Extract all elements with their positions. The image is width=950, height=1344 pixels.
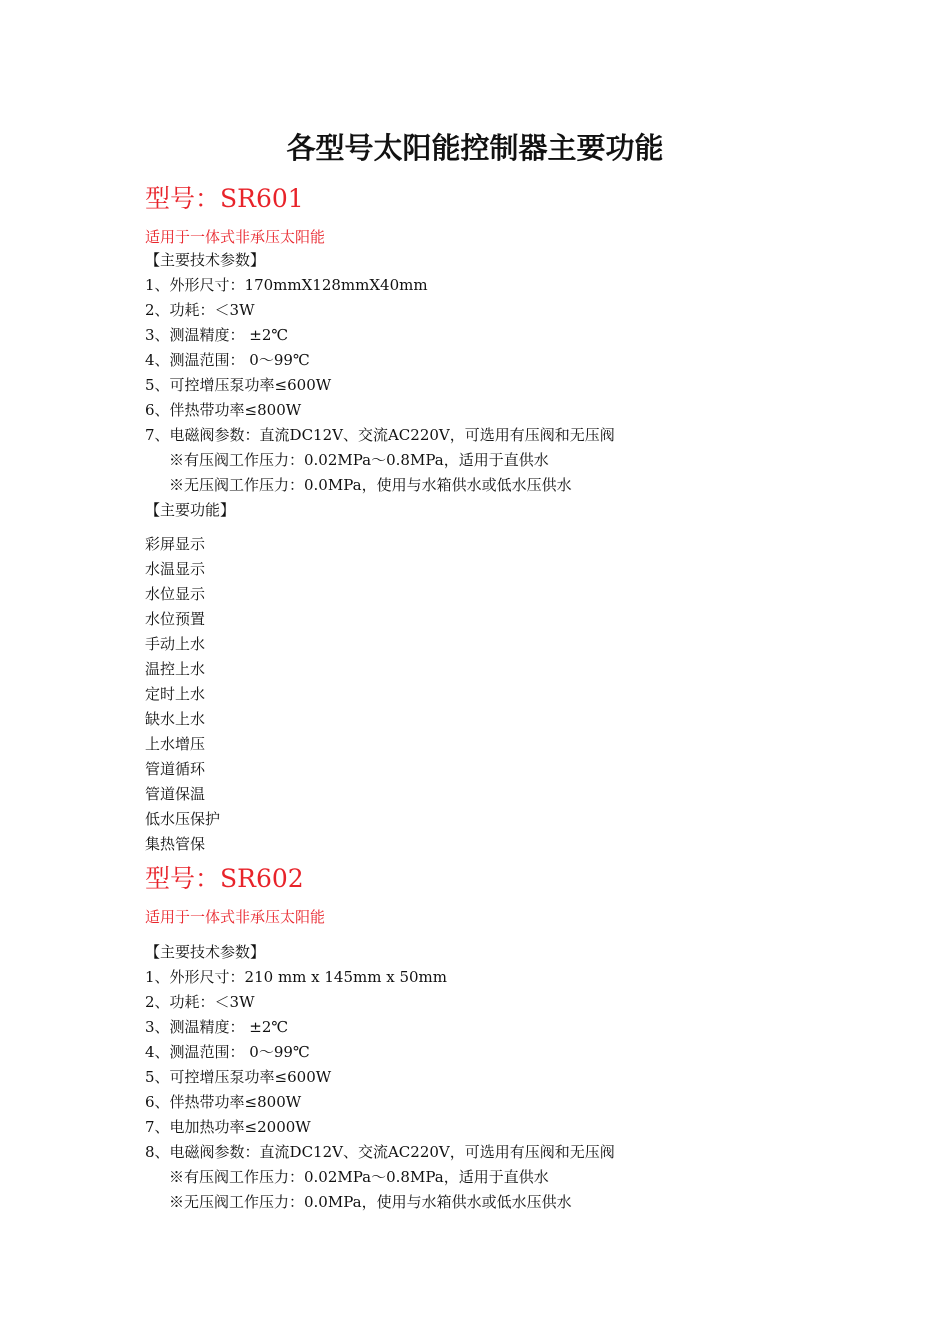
function-item: 管道保温 <box>145 785 206 803</box>
function-item: 彩屏显示 <box>145 535 206 553</box>
function-item: 缺水上水 <box>145 710 206 728</box>
function-item: 温控上水 <box>145 660 206 678</box>
param-item: 8、电磁阀参数：直流DC12V、交流AC220V，可选用有压阀和无压阀 <box>145 1143 615 1161</box>
function-item: 上水增压 <box>145 735 206 753</box>
function-item: 低水压保护 <box>145 810 221 828</box>
param-item: 6、伴热带功率≤800W <box>145 1093 302 1111</box>
params-header: 【主要技术参数】 <box>145 943 266 961</box>
page-title: 各型号太阳能控制器主要功能 <box>286 131 664 165</box>
valve-note: ※有压阀工作压力：0.02MPa～0.8MPa，适用于直供水 <box>169 1168 549 1186</box>
param-item: 3、测温精度： ±2℃ <box>145 1018 289 1036</box>
valve-note: ※无压阀工作压力：0.0MPa，使用与水箱供水或低水压供水 <box>169 476 572 494</box>
model-heading: 型号：SR601 <box>145 184 304 213</box>
applicability-note: 适用于一体式非承压太阳能 <box>145 228 326 246</box>
param-item: 4、测温范围： 0～99℃ <box>145 351 310 369</box>
param-item: 1、外形尺寸：170mmX128mmX40mm <box>145 276 428 294</box>
param-item: 4、测温范围： 0～99℃ <box>145 1043 310 1061</box>
param-item: 5、可控增压泵功率≤600W <box>145 376 332 394</box>
functions-header: 【主要功能】 <box>145 501 236 519</box>
valve-note: ※无压阀工作压力：0.0MPa，使用与水箱供水或低水压供水 <box>169 1193 572 1211</box>
model-heading: 型号：SR602 <box>145 864 304 893</box>
function-item: 水位预置 <box>145 610 206 628</box>
function-item: 管道循环 <box>145 760 206 778</box>
function-item: 水温显示 <box>145 560 206 578</box>
function-item: 集热管保 <box>145 835 206 853</box>
function-item: 水位显示 <box>145 585 206 603</box>
param-item: 5、可控增压泵功率≤600W <box>145 1068 332 1086</box>
sr602-section <box>145 862 865 1215</box>
param-item: 6、伴热带功率≤800W <box>145 401 302 419</box>
function-item: 手动上水 <box>145 635 206 653</box>
params-header: 【主要技术参数】 <box>145 251 266 269</box>
param-item: 7、电磁阀参数：直流DC12V、交流AC220V，可选用有压阀和无压阀 <box>145 426 615 444</box>
applicability-note: 适用于一体式非承压太阳能 <box>145 908 326 926</box>
function-item: 定时上水 <box>145 685 206 703</box>
param-item: 3、测温精度： ±2℃ <box>145 326 289 344</box>
param-item: 1、外形尺寸：210 mm x 145mm x 50mm <box>145 968 447 986</box>
param-item: 7、电加热功率≤2000W <box>145 1118 311 1136</box>
param-item: 2、功耗：＜3W <box>145 993 255 1011</box>
param-item: 2、功耗：＜3W <box>145 301 255 319</box>
valve-note: ※有压阀工作压力：0.02MPa～0.8MPa，适用于直供水 <box>169 451 549 469</box>
sr601-section <box>145 182 865 857</box>
